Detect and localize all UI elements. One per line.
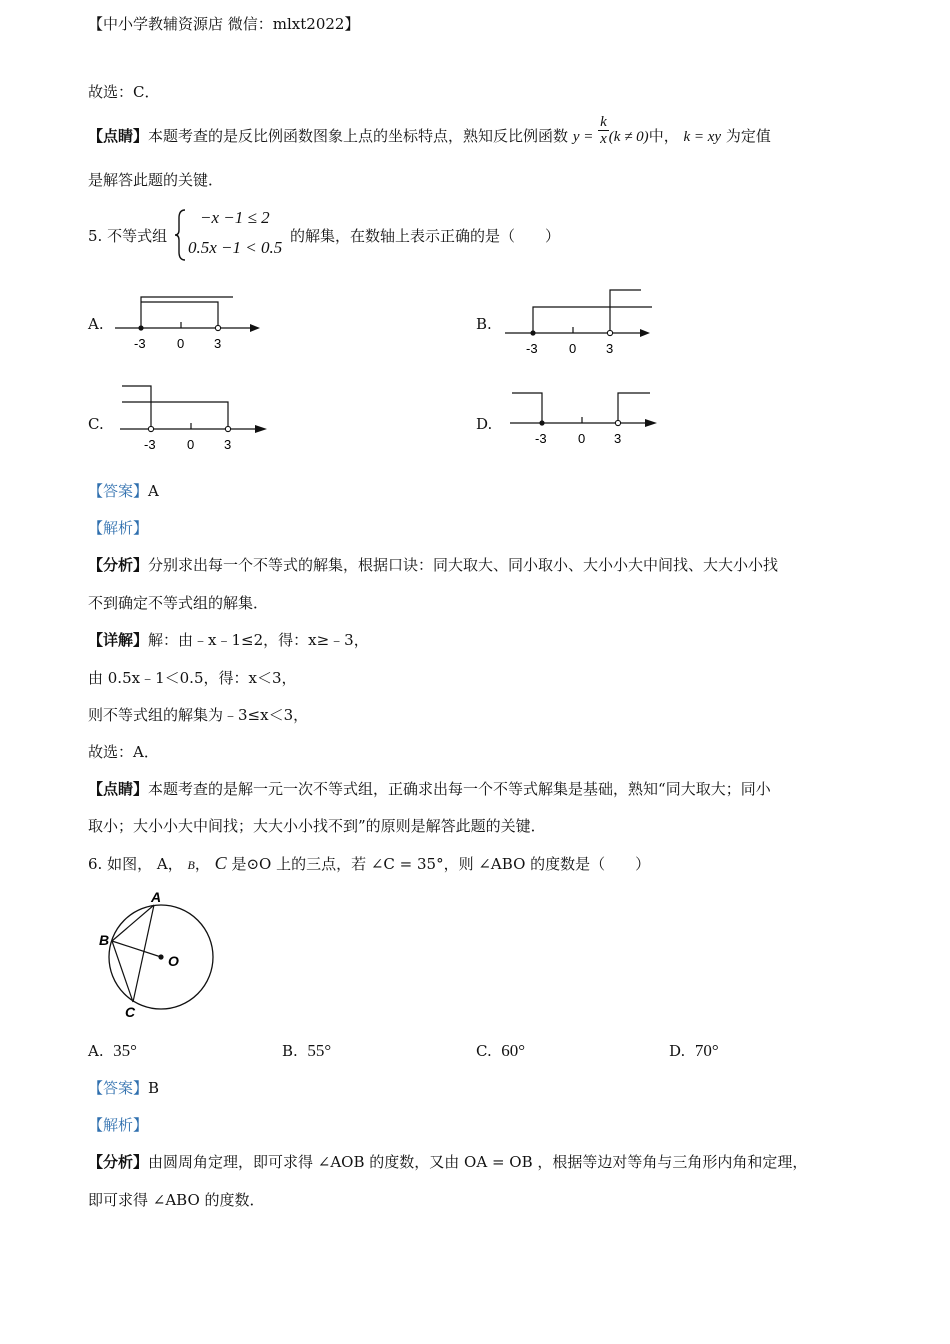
q5-detail-line3: 则不等式组的解集为﹣3≤x＜3， (88, 706, 309, 724)
tick-label: 0 (177, 336, 185, 351)
q6-answer (88, 1078, 159, 1098)
q5-option-c-numberline (115, 380, 275, 454)
q4-comment-line2: 是解答此题的关键． (88, 171, 224, 189)
tick-label: 0 (578, 431, 586, 446)
q6-circle-figure (95, 886, 225, 1022)
tick-label: 3 (214, 336, 222, 351)
q5-option-c-letter: C. (88, 415, 104, 433)
tick-label: -3 (526, 341, 538, 356)
q6-stem-rest: 是⊙O 上的三点，若 ∠C = 35°，则 ∠ABO 的度数是（ ） (231, 855, 651, 873)
detail-label: 【详解】 (88, 631, 149, 649)
comment-text: 本题考查的是解一元一次不等式组，正确求出每一个不等式解集是基础，熟知“同大取大；同小 (148, 780, 771, 798)
q5-detail-line2: 由 0.5x﹣1＜0.5，得：x＜3， (88, 669, 297, 687)
comment-label: 【点睛】 (88, 780, 149, 798)
label-o: O (168, 953, 179, 969)
page-header: 【中小学教辅资源店 微信：mlxt2022】 (88, 15, 360, 33)
tick-label: 0 (569, 341, 577, 356)
q5-detail (88, 630, 369, 650)
option-value: 60° (501, 1041, 526, 1060)
q6-stem (88, 853, 650, 875)
tick-label: -3 (134, 336, 146, 351)
option-letter: B. (282, 1042, 298, 1060)
analysis-label: 【分析】 (88, 1153, 149, 1171)
q6-option-a (88, 1041, 137, 1061)
answer-value: A (148, 482, 159, 500)
tick-label: -3 (535, 431, 547, 446)
formula-condition: (k ≠ 0) (608, 129, 649, 145)
formula-y: y = (572, 129, 594, 145)
q5-comment (88, 779, 771, 799)
q6-option-d (669, 1041, 719, 1061)
point-b: B (187, 858, 195, 872)
q5-analysis (88, 555, 778, 575)
option-letter: D. (669, 1042, 686, 1060)
q5-option-a-letter: A. (88, 315, 104, 333)
q5-comment-line2: 取小；大小小大中间找；大大小小找不到”的原则是解答此题的关键． (88, 817, 546, 835)
q6-analysis (88, 1152, 807, 1172)
formula-fraction: $\frac{k}{x}$ (600, 113, 607, 147)
analysis-text: 分别求出每一个不等式的解集，根据口诀：同大取大、同小取小、大小小大中间找、大大小小找 (148, 556, 779, 574)
q6-option-c (476, 1041, 525, 1061)
option-value: 55° (307, 1041, 332, 1060)
label-b: B (99, 932, 110, 948)
q5-prefix: 5. 不等式组 (88, 227, 168, 245)
detail-text: 解：由﹣x﹣1≤2，得：x≥﹣3， (148, 631, 369, 649)
comment-tag: 【点睛】 (88, 127, 149, 145)
separator: ， (194, 855, 210, 873)
option-value: 35° (113, 1041, 137, 1060)
label-c: C (125, 1004, 136, 1020)
analysis-label: 【分析】 (88, 556, 149, 574)
q6-prefix: 6. 如图， (88, 855, 153, 873)
tick-label: 3 (606, 341, 614, 356)
q4-choice: 故选：C． (88, 83, 160, 101)
q5-analysis-line2: 不到确定不等式组的解集． (88, 594, 269, 612)
q5-stem: 的解集，在数轴上表示正确的是（ ） (290, 227, 561, 245)
ineq-2: 0.5x −1 < 0.5 (188, 238, 283, 257)
q5-option-b-letter: B. (476, 315, 492, 333)
tick-label: -3 (144, 437, 156, 452)
tick-label: 0 (187, 437, 195, 452)
point-c: C (214, 853, 227, 873)
option-letter: C. (476, 1042, 492, 1060)
answer-value: B (148, 1079, 160, 1097)
q5-detail-line4: 故选：A． (88, 743, 159, 761)
q5-option-d-numberline (505, 385, 665, 451)
comment-post: 为定值 (725, 127, 771, 145)
brace-icon (173, 208, 187, 262)
q5-answer (88, 481, 159, 501)
tick-label: 3 (614, 431, 622, 446)
formula-kxy: k = xy (683, 129, 722, 145)
label-a: A (151, 889, 162, 905)
q5-analysis-tag: 【解析】 (88, 519, 149, 537)
q6-analysis-tag: 【解析】 (88, 1116, 149, 1134)
option-value: 70° (694, 1041, 719, 1060)
ineq-1: −x −1 ≤ 2 (200, 208, 270, 227)
answer-tag: 【答案】 (88, 1079, 149, 1097)
comment-text: 本题考查的是反比例函数图象上点的坐标特点，熟知反比例函数 (148, 127, 569, 145)
separator: ， (167, 855, 183, 873)
q4-comment (88, 113, 771, 147)
point-a: A (156, 855, 168, 873)
q6-analysis-line2: 即可求得 ∠ABO 的度数． (88, 1191, 265, 1209)
q5-option-d-letter: D. (476, 415, 493, 433)
q5-option-b-numberline (500, 285, 670, 359)
tick-label: 3 (224, 437, 232, 452)
q6-option-b (282, 1041, 331, 1061)
q5-option-a-numberline (110, 285, 270, 355)
comment-mid: 中， (648, 127, 679, 145)
option-letter: A. (88, 1042, 104, 1060)
analysis-text: 由圆周角定理，即可求得 ∠AOB 的度数，又由 OA = OB ，根据等边对等角与三角形内角和定理， (148, 1153, 808, 1171)
answer-tag: 【答案】 (88, 482, 149, 500)
